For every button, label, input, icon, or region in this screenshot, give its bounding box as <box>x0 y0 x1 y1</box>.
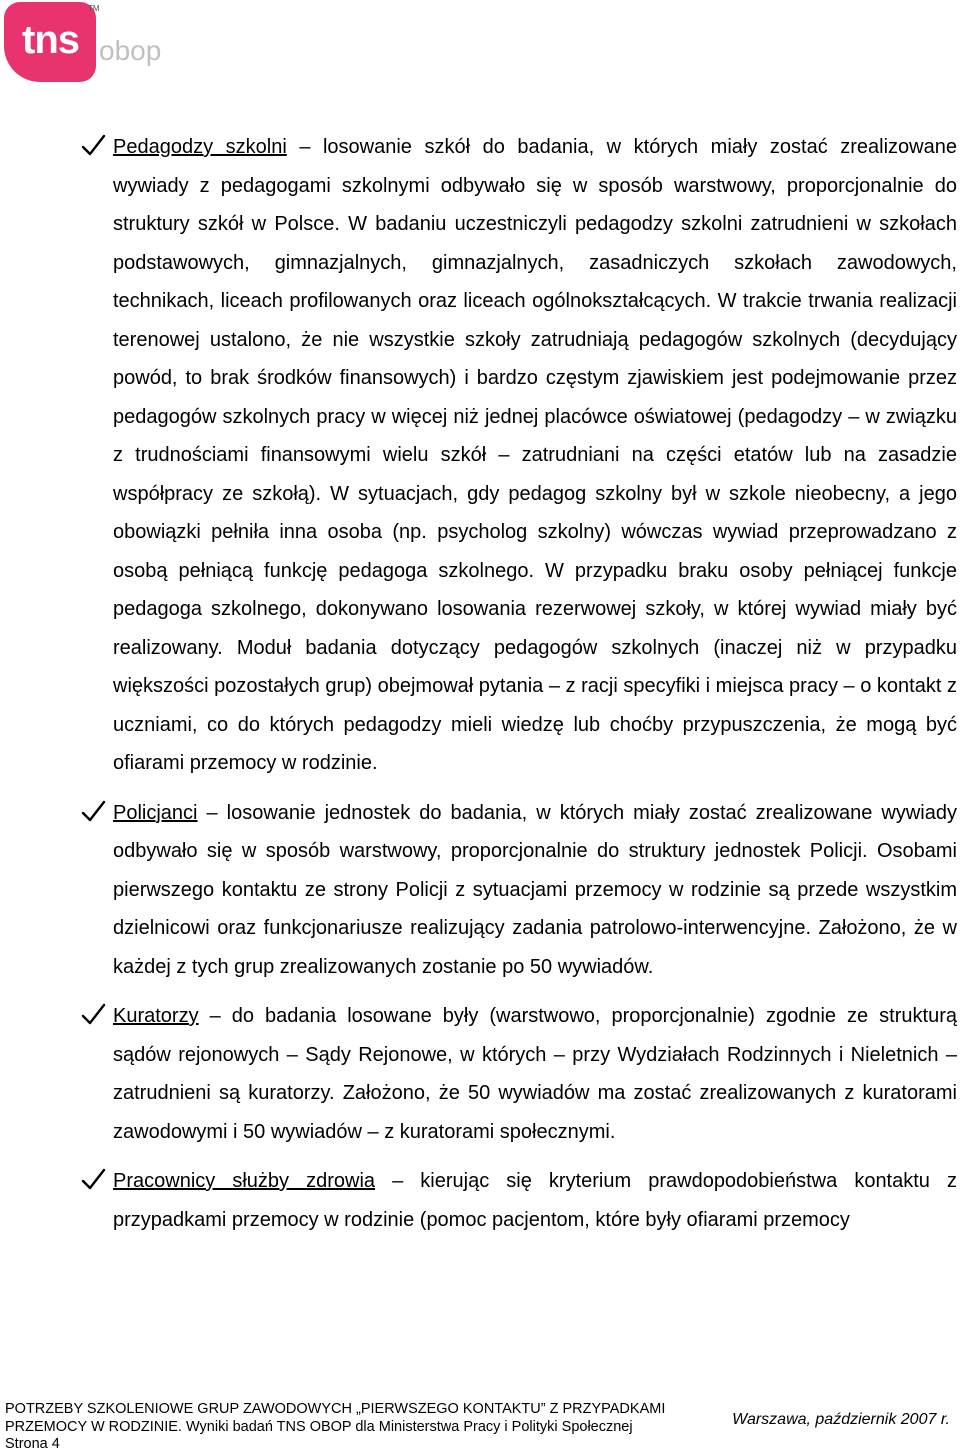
list-item-paragraph <box>113 794 957 987</box>
list-item-paragraph <box>113 128 957 783</box>
list-item-heading: Kuratorzy <box>113 1005 199 1027</box>
check-icon <box>80 799 106 825</box>
list-item <box>0 997 960 1151</box>
list-item <box>0 1162 960 1239</box>
document-body <box>0 128 960 1250</box>
logo-main-text: tns <box>22 18 79 62</box>
logo-trademark: TM <box>88 4 100 13</box>
list-item-heading: Pedagodzy szkolni <box>113 136 287 158</box>
check-icon <box>80 133 106 159</box>
tns-obop-logo <box>4 2 162 84</box>
list-item <box>0 128 960 783</box>
logo-mark <box>4 2 96 82</box>
check-icon <box>80 1167 106 1193</box>
page-footer <box>5 1401 665 1454</box>
footer-title-line-1: POTRZEBY SZKOLENIOWE GRUP ZAWODOWYCH „PIERWSZEGO KONTAKTU” Z PRZYPADKAMI <box>5 1401 666 1417</box>
logo-sub-text: obop <box>99 35 162 66</box>
list-item-text: – do badania losowane były (warstwowo, proporcjonalnie) zgodnie ze strukturą sądów rejonowych – Sądy Rejonowe, w których – przy Wydziałach Rodzinnych i Nieletnich – zatrudnieni są kuratorzy. Założono, że 50 wywiadów ma zostać zrealizowanych z kuratorami zawodowymi i 50 wywiadów – z kuratorami społecznymi. <box>113 1005 957 1143</box>
list-item-heading: Pracownicy służby zdrowia <box>113 1170 376 1192</box>
list-item-text: – losowanie szkół do badania, w których miały zostać zrealizowane wywiady z pedagogami szkolnymi odbywało się w sposób warstwowy, proporcjonalnie do struktury szkół w Polsce. W badaniu uczestniczyli pedagodzy szkolni zatrudnieni w szkołach podstawowych, gimnazjalnych, gimnazjalnych, zasadniczych szkołach zawodowych, technikach, liceach profilowanych oraz liceach ogólnokształcących. W trakcie trwania realizacji terenowej ustalono, że nie wszystkie szkoły zatrudniają pedagogów szkolnych (decydujący powód, to brak środków finansowych) i bardzo częstym zjawiskiem jest podejmowanie przez pedagogów szkolnych pracy w więcej niż jednej placówce oświatowej (pedagodzy – w związku z trudnościami finansowymi wielu szkół – zatrudniani na części etatów lub na zasadzie współpracy ze szkołą). W sytuacjach, gdy pedagog szkolny był w szkole nieobecny, a jego obowiązki pełniła inna osoba (np. psycholog szkolny) wówczas wywiad przeprowadzano z osobą pełniącą funkcję pedagoga szkolnego. W przypadku braku osoby pełniącej funkcje pedagoga szkolnego, dokonywano losowania rezerwowej szkoły, w której wywiad miały być realizowany. Moduł badania dotyczący pedagogów szkolnych (inaczej niż w przypadku większości pozostałych grup) obejmował pytania – z racji specyfiki i miejsca pracy – o kontakt z uczniami, co do których pedagodzy mieli wiedzę lub choćby przypuszczenia, że mogą być ofiarami przemocy w rodzinie. <box>113 136 957 774</box>
list-item-text: – kierując się kryterium prawdopodobieństwa kontaktu z przypadkami przemocy w rodzinie (pomoc pacjentom, które były ofiarami przemocy <box>113 1170 957 1231</box>
list-item-text: – losowanie jednostek do badania, w których miały zostać zrealizowane wywiady odbywało się w sposób warstwowy, proporcjonalnie do struktury jednostek Policji. Osobami pierwszego kontaktu ze strony Policji z sytuacjami przemocy w rodzinie są przede wszystkim dzielnicowi oraz funkcjonariusze realizujący zadania patrolowo-interwencyjne. Założono, że w każdej z tych grup zrealizowanych zostanie po 50 wywiadów. <box>113 801 957 978</box>
list-item <box>0 794 960 987</box>
page-number: Strona 4 <box>5 1436 60 1452</box>
list-item-paragraph <box>113 997 957 1151</box>
list-item-heading: Policjanci <box>113 801 198 824</box>
footer-date: Warszawa, październik 2007 r. <box>732 1411 950 1428</box>
list-item-paragraph <box>113 1162 957 1239</box>
footer-title-line-2: PRZEMOCY W RODZINIE. Wyniki badań TNS OBOP dla Ministerstwa Pracy i Polityki Społecznej <box>5 1418 633 1435</box>
check-icon <box>80 1002 106 1028</box>
